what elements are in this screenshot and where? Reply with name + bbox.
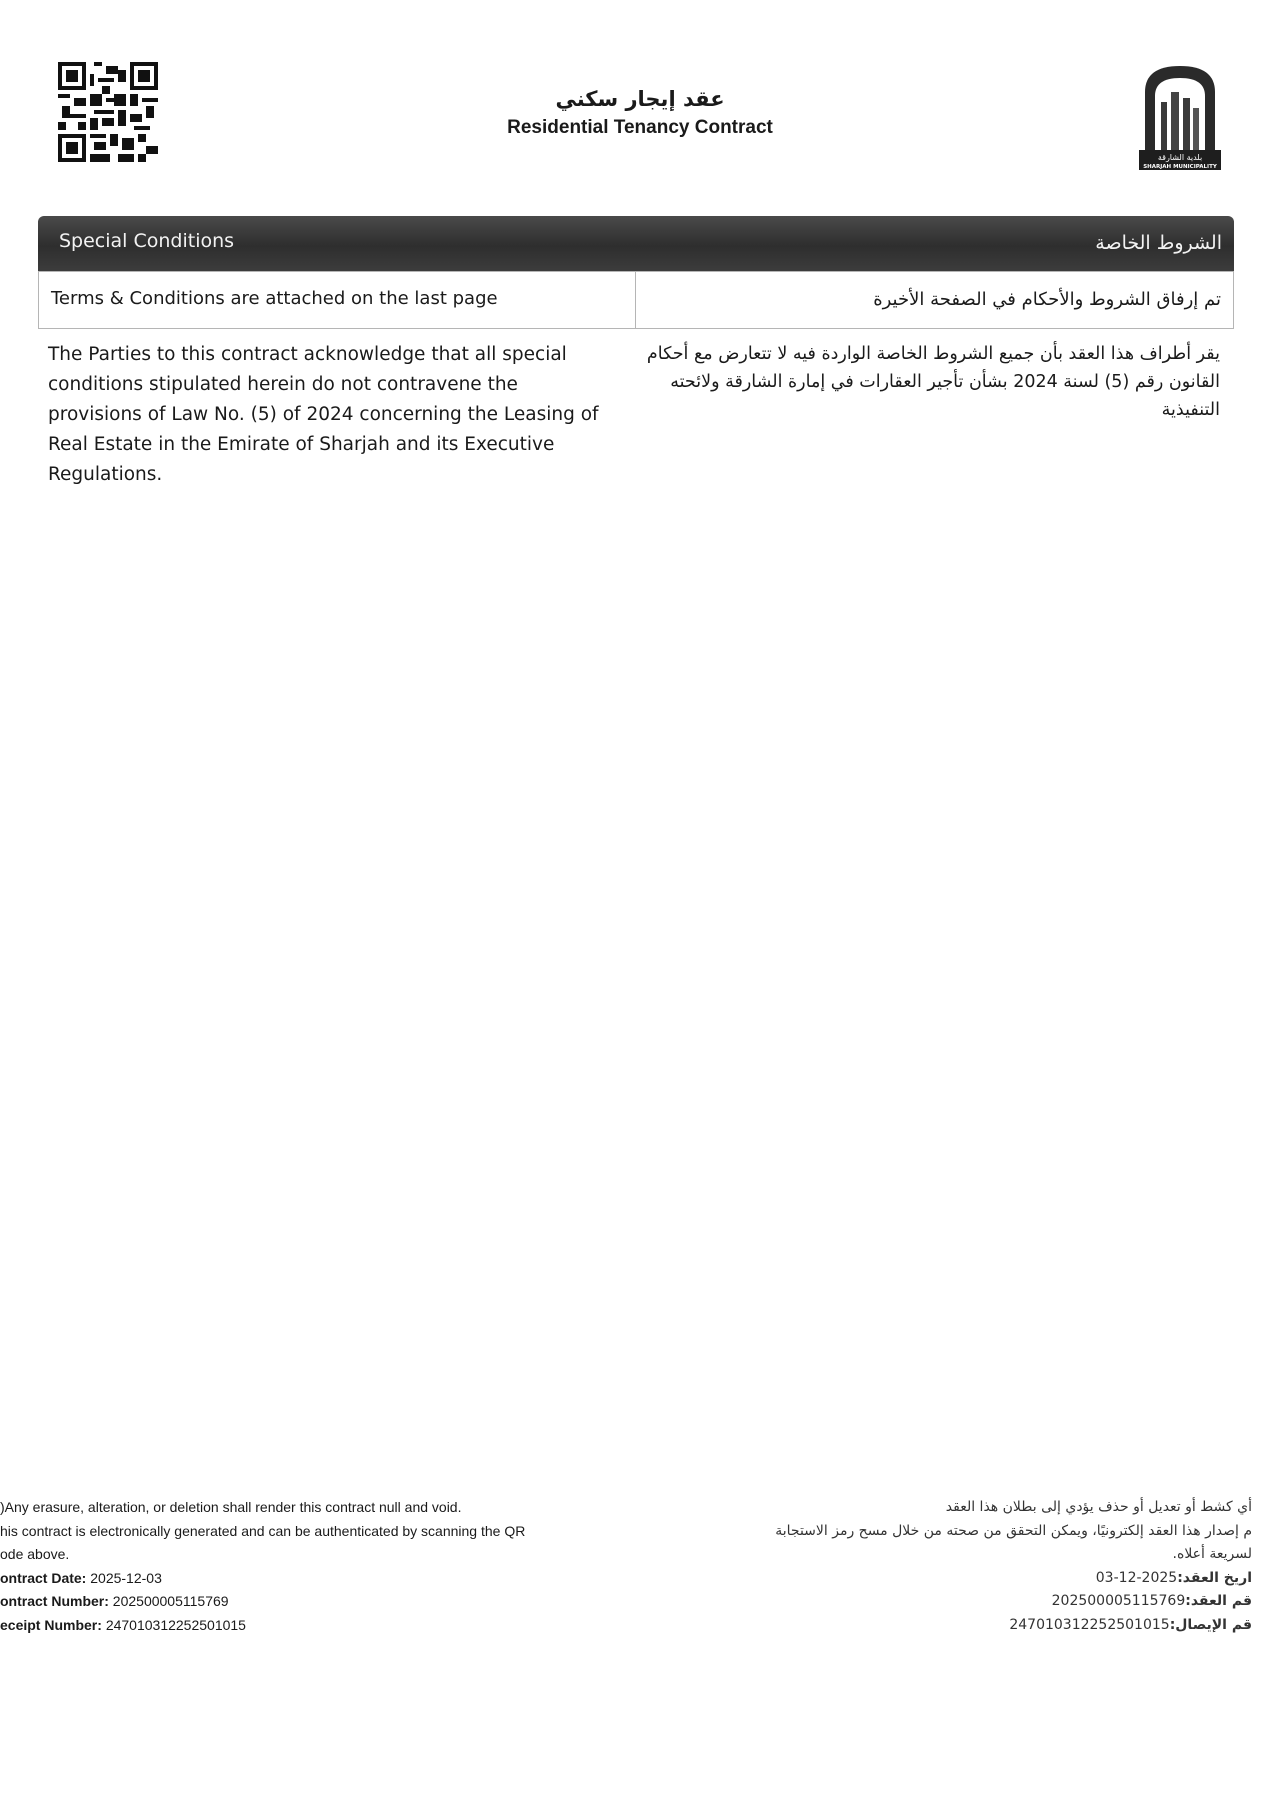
terms-text-english: Terms & Conditions are attached on the last page (51, 288, 498, 309)
footer-en-line3: ode above. (0, 1546, 70, 1562)
special-conditions-header (38, 216, 1234, 271)
footer-ar-receipt-number: قم الإيصال:247010312252501015 (1009, 1616, 1252, 1633)
terms-cell-english (38, 271, 636, 329)
footer-ar-contract-number: قم العقد:202500005115769 (1051, 1593, 1252, 1609)
footer-en-contract-date: ontract Date: 2025-12-03 (0, 1569, 162, 1586)
section-title-arabic: الشروط الخاصة (1095, 232, 1222, 254)
section-title-english: Special Conditions (59, 230, 235, 252)
footer-ar-contract-date: اريخ العقد:2025-12-03 (1095, 1569, 1252, 1586)
terms-text-arabic: تم إرفاق الشروط والأحكام في الصفحة الأخيرة (873, 289, 1221, 310)
sharjah-municipality-logo (1137, 62, 1223, 170)
footer-ar-line3: لسريعة أعلاه. (1172, 1546, 1252, 1562)
footer-en-line2: his contract is electronically generated and can be authenticated by scanning the QR (0, 1522, 526, 1539)
acknowledgement-english: The Parties to this contract acknowledge that all special conditions stipulated herein do not contravene the provisions of Law No. (5) of 2024 concerning the Leasing of Real Estate in the Emirate of Sharjah and its Executive Regulations. (48, 344, 599, 485)
title-arabic: عقد إيجار سكني (555, 87, 725, 111)
footer-en-receipt-number: eceipt Number: 247010312252501015 (0, 1616, 246, 1633)
terms-row (38, 271, 1234, 329)
footer-ar-line1: أي كشط أو تعديل أو حذف يؤدي إلى بطلان هذا العقد (945, 1499, 1252, 1515)
terms-cell-arabic (635, 271, 1234, 329)
footer-en-line1: )Any erasure, alteration, or deletion shall render this contract null and void. (0, 1499, 462, 1515)
acknowledgement-arabic: يقر أطراف هذا العقد بأن جميع الشروط الخاصة الواردة فيه لا تتعارض مع أحكام القانون رقم (5) لسنة 2024 بشأن تأجير العقارات في إمارة الشارقة ولائحته التنفيذية (646, 344, 1220, 420)
svg-text:SHARJAH MUNICIPALITY: SHARJAH MUNICIPALITY (1143, 164, 1217, 170)
footer-arabic (612, 1496, 1252, 1637)
qr-code (58, 62, 158, 162)
footer-en-contract-number: ontract Number: 202500005115769 (0, 1593, 229, 1609)
title-english: Residential Tenancy Contract (507, 117, 773, 138)
footer-ar-line2: م إصدار هذا العقد إلكترونيًا، ويمكن التحقق من صحته من خلال مسح رمز الاستجابة (775, 1522, 1252, 1539)
footer-english (0, 1496, 640, 1637)
document-header (430, 84, 850, 142)
svg-text:بلدية الشارقة: بلدية الشارقة (1157, 153, 1203, 162)
